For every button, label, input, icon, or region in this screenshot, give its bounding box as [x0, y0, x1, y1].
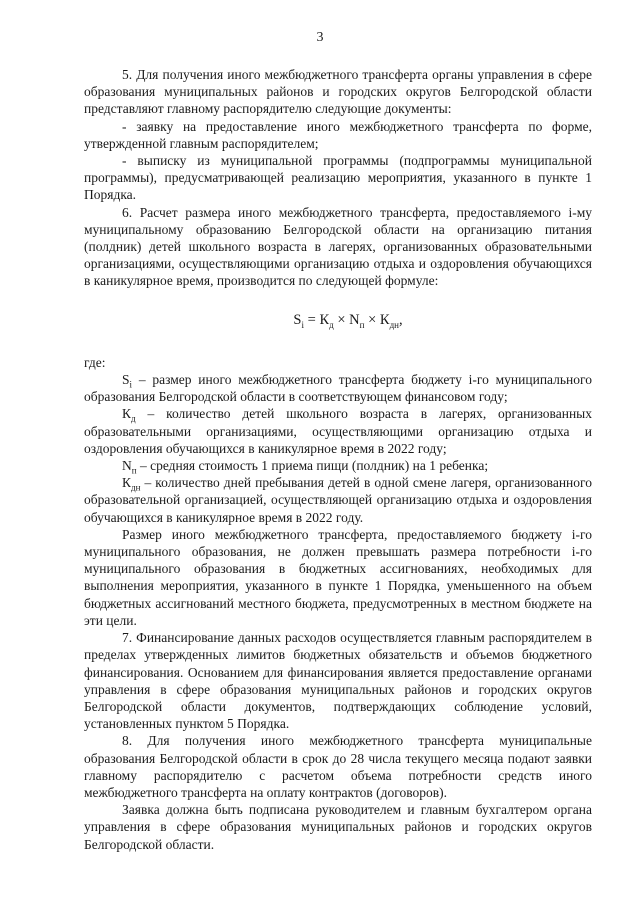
formula-times-1: ×: [333, 311, 350, 328]
definition-np: [84, 457, 592, 474]
formula-eq: =: [304, 311, 320, 328]
definition-np-sub: п: [131, 465, 137, 476]
paragraph-7: 7. Финансирование данных расходов осуществляется главным распорядителем в пределах утвержденных лимитов бюджетных обязательств и объемов бюджетного финансирования. Основанием для финансирования является предоставление органами управления в сфере образования муниципальных районов и городских округов Белгородской области документов, подтверждающих соблюдение условий, установленных пунктом 5 Порядка.: [84, 630, 592, 732]
formula-kd: К: [319, 311, 330, 328]
paragraph-signature: Заявка должна быть подписана руководителем и главным бухгалтером органа управления в сфере образования муниципальных районов и городских округов Белгородской области.: [84, 802, 592, 852]
formula-times-2: ×: [364, 311, 380, 328]
definition-kdn-text: – количество дней пребывания детей в одной смене лагеря, организованного образовательной организацией, осуществляющей организацию отдыха и оздоровления обучающихся в каникулярное время в 2022 году.: [84, 475, 592, 525]
formula-kd-sub: д: [329, 319, 334, 330]
definition-s-text: – размер иного межбюджетного трансферта бюджету i-го муниципального образования Белгородской области в соответствующем финансовом году;: [84, 372, 592, 405]
paragraph-6: 6. Расчет размера иного межбюджетного трансферта, предоставляемого i-му муниципальному образованию Белгородской области на организацию питания (полдник) детей школьного возраста в лагерях, организованных образовательными организациями, осуществляющими организацию отдыха и оздоровления обучающихся в каникулярное время, производится по следующей формуле:: [84, 204, 592, 289]
paragraph-5: 5. Для получения иного межбюджетного трансферта органы управления в сфере образования муниципальных районов и городских округов Белгородской области представляют главному распорядителю следующие документы:: [84, 67, 592, 117]
formula-np: N: [349, 311, 360, 328]
definition-s-sub: i: [129, 379, 133, 390]
formula-kdn: К: [379, 311, 390, 328]
definition-np-text: – средняя стоимость 1 приема пищи (полдник) на 1 ребенка;: [136, 458, 489, 474]
definition-s-symbol: S: [122, 372, 130, 388]
list-item-application: - заявку на предоставление иного межбюджетного трансферта по форме, утвержденной главным распорядителем;: [84, 118, 592, 151]
definition-kd-sub: д: [131, 414, 136, 425]
formula-tail: ,: [398, 311, 403, 328]
paragraph-8: 8. Для получения иного межбюджетного трансферта муниципальные образования Белгородской области в срок до 28 числа текущего месяца подают заявки главному распорядителю с расчетом объема потребности средств иного межбюджетного трансферта на оплату контрактов (договоров).: [84, 733, 592, 800]
where-label: где:: [84, 354, 106, 370]
definition-kd-text: – количество детей школьного возраста в лагерях, организованных образовательными организациями, осуществляющими организацию отдыха и оздоровления обучающихся в каникулярное время в 2022 году;: [84, 406, 592, 456]
formula-kdn-sub: дн: [389, 319, 399, 330]
definition-np-symbol: N: [122, 458, 132, 474]
definition-kdn-symbol: К: [122, 475, 132, 491]
definition-kdn: [84, 474, 592, 526]
paragraph-transfer-limit: Размер иного межбюджетного трансферта, предоставляемого бюджету i-го муниципального образования, не должен превышать размера потребности i-го муниципального образования в бюджетных ассигнованиях, необходимых для выполнения мероприятия, указанного в пункте 1 Порядка, уменьшенного на объем бюджетных ассигнований местного бюджета, предусмотренных в местном бюджете на эти цели.: [84, 526, 592, 628]
page-number: 3: [316, 30, 324, 45]
definition-s: [84, 371, 592, 405]
list-item-extract: - выписку из муниципальной программы (подпрограммы муниципальной программы), предусматривающей реализацию мероприятия, указанного в пункте 1 Порядка.: [84, 153, 592, 203]
formula-np-sub: п: [359, 319, 365, 330]
formula: [84, 312, 592, 329]
document-body: [84, 66, 592, 853]
definition-kd: [84, 405, 592, 457]
formula-s-sub: i: [301, 319, 304, 330]
definition-kd-symbol: К: [122, 406, 132, 422]
formula-s: S: [293, 311, 302, 328]
definition-kdn-sub: дн: [131, 482, 141, 493]
